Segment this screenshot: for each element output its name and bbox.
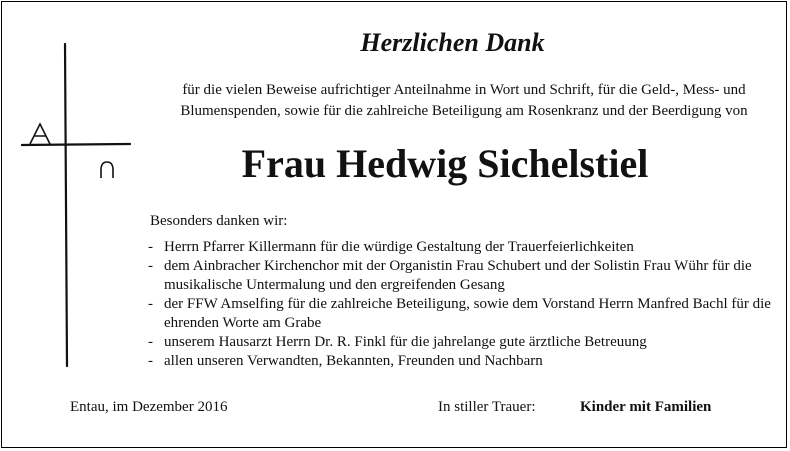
- list-item: [148, 257, 778, 295]
- list-item: [148, 238, 778, 257]
- thanks-heading: Besonders danken wir:: [150, 213, 288, 229]
- list-item-text: der FFW Amselfing für die zahlreiche Beteiligung, sowie dem Vorstand Herrn Manfred Bachl für die ehrenden Worte am Grabe: [164, 296, 771, 331]
- list-item-text: Herrn Pfarrer Killermann für die würdige Gestaltung der Trauerfeierlichkeiten: [164, 239, 634, 255]
- bullet-dash: -: [148, 353, 153, 369]
- bullet-dash: -: [148, 334, 153, 350]
- list-item-text: unserem Hausarzt Herrn Dr. R. Finkl für die jahrelange gute ärztliche Betreuung: [164, 334, 647, 350]
- cross-icon: [18, 40, 138, 370]
- mourning-label: In stiller Trauer:: [438, 399, 536, 415]
- list-item-text: dem Ainbracher Kirchenchor mit der Organistin Frau Schubert und der Solistin Frau Wühr für die musikalische Untermalung und den ergreifenden Gesang: [164, 258, 752, 293]
- family-signature: Kinder mit Familien: [580, 399, 712, 415]
- list-item: [148, 295, 778, 333]
- list-item-text: allen unseren Verwandten, Bekannten, Freunden und Nachbarn: [164, 353, 543, 369]
- bullet-dash: -: [148, 239, 153, 255]
- list-item: [148, 352, 778, 371]
- bullet-dash: -: [148, 258, 153, 274]
- thanks-list: [148, 238, 778, 371]
- deceased-name: Frau Hedwig Sichelstiel: [241, 141, 649, 186]
- bullet-dash: -: [148, 296, 153, 312]
- intro-text: für die vielen Beweise aufrichtiger Anteilnahme in Wort und Schrift, für die Geld-, Mess- und Blumenspenden, sowie für die zahlreiche Beteiligung am Rosenkranz und der Beerdigung von: [180, 82, 748, 119]
- place-date: Entau, im Dezember 2016: [70, 399, 228, 415]
- notice-title: Herzlichen Dank: [360, 28, 545, 57]
- list-item: [148, 333, 778, 352]
